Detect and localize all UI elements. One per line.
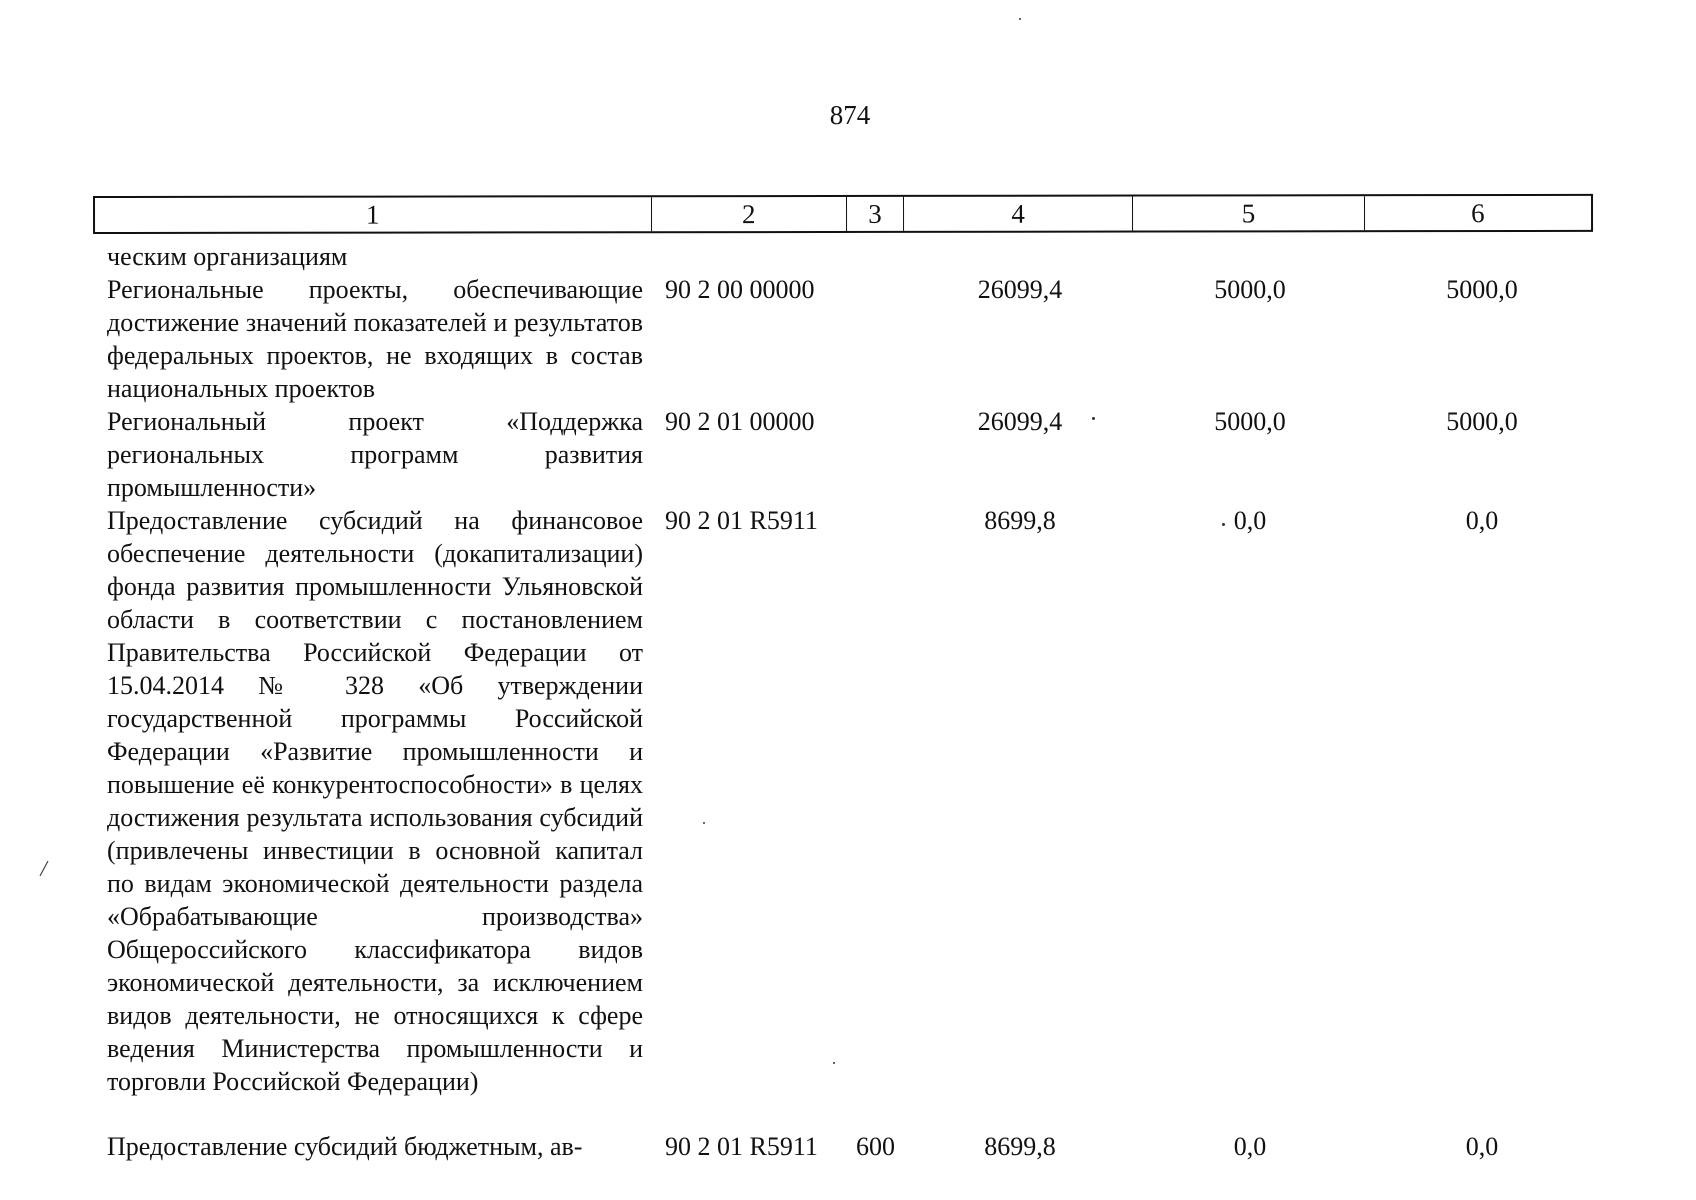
header-col-3: 3	[847, 197, 904, 231]
page-number: 874	[829, 100, 871, 130]
row-value-col4: 8699,8	[984, 1132, 1056, 1161]
scan-speck	[703, 822, 705, 824]
row-value-col6: 0,0	[1465, 506, 1499, 535]
table-header	[93, 194, 1593, 234]
row-value-col6: 5000,0	[1446, 407, 1518, 436]
row-vr: 600	[856, 1132, 895, 1161]
row-description: Региональные проекты, обеспечивающие достижение значений показателей и результатов федеральных проектов, не входящих в состав национальных проектов	[107, 275, 643, 403]
row-code: 90 2 01 R5911	[665, 1132, 818, 1161]
row-value-col5: 5000,0	[1214, 275, 1286, 304]
row-value-col6: 0,0	[1465, 1132, 1499, 1161]
header-col-4: 4	[904, 197, 1133, 231]
row-value-col4: 8699,8	[984, 506, 1056, 535]
row-code: 90 2 00 00000	[665, 275, 815, 304]
scan-mark	[38, 860, 50, 878]
row-value-col5: 0,0	[1233, 506, 1267, 535]
row-description: Предоставление субсидий на финансовое обеспечение деятельности (докапитализации) фонда развития промышленности Ульяновской области в соответствии с постановлением Правительства Российской Федерации от 15.04.2014 № 328 «Об утверждении государственной программы Российской Федерации «Развитие промышленности и повышение её конкурентоспособности» в целях достижения результата использования субсидий (привлечены инвестиции в основной капитал по видам экономической деятельности раздела «Обрабатывающие производства» Общероссийского классификатора видов экономической деятельности, за исключением видов деятельности, не относящихся к сфере ведения Министерства промышленности и торговли Российской Федерации)	[107, 506, 643, 1096]
scan-speck	[1019, 18, 1021, 20]
row-value-col4: 26099,4	[977, 407, 1063, 436]
scan-speck	[1092, 417, 1095, 420]
row-description: Предоставление субсидий бюджетным, ав-	[107, 1132, 583, 1161]
row-value-col5: 0,0	[1233, 1132, 1267, 1161]
scan-speck	[833, 1062, 835, 1064]
row-description: ческим организациям	[107, 242, 348, 271]
header-col-5: 5	[1133, 196, 1364, 230]
row-value-col5: 5000,0	[1214, 407, 1286, 436]
row-code: 90 2 01 R5911	[665, 506, 818, 535]
header-col-1: 1	[95, 197, 652, 232]
scan-speck	[1222, 523, 1225, 526]
header-col-2: 2	[652, 197, 848, 231]
row-value-col6: 5000,0	[1446, 275, 1518, 304]
row-description: Региональный проект «Поддержка региональных программ развития промышленности»	[107, 407, 643, 502]
header-col-6: 6	[1471, 197, 1485, 228]
row-code: 90 2 01 00000	[665, 407, 815, 436]
row-value-col4: 26099,4	[977, 275, 1063, 304]
